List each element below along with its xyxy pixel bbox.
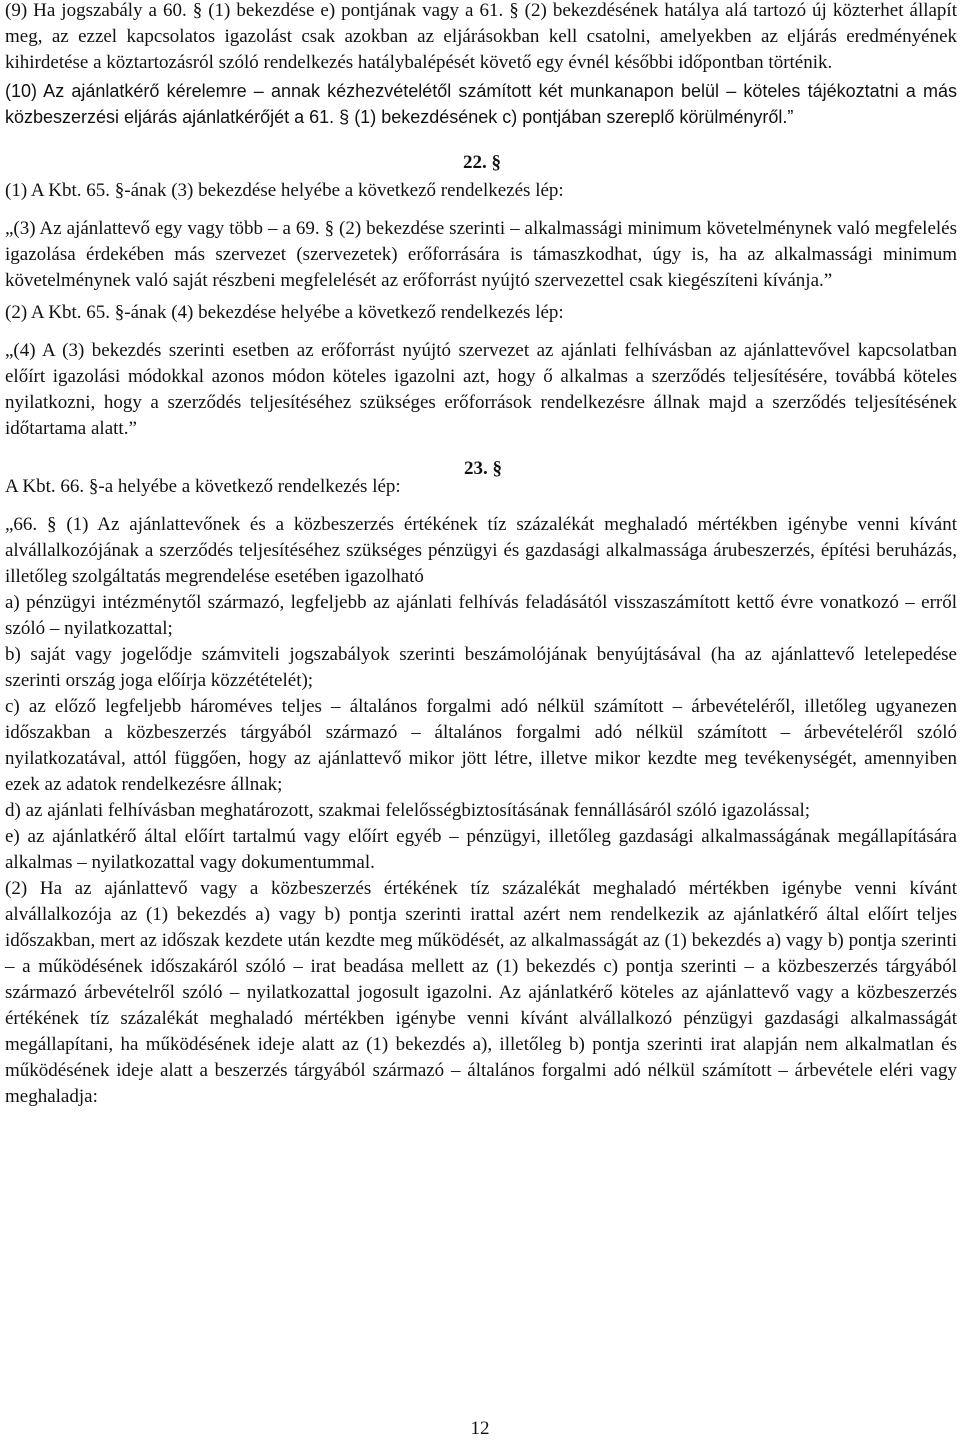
point-e: e) az ajánlatkérő által előírt tartalmú vagy előírt egyéb – pénzügyi, illetőleg gazdasági alkalmasságának megállapítására alkalmas – nyilatkozattal vagy dokumentummal. xyxy=(5,826,957,873)
document-page xyxy=(5,0,957,1110)
paragraph-9: (9) Ha jogszabály a 60. § (1) bekezdése e) pontjának vagy a 61. § (2) bekezdésének hatálya alá tartozó új közterhet állapít meg, az ezzel kapcsolatos igazolást csak azokban az eljárásokban kell csatolni, amelyekben az eljárás eredményének kihirdetése a köztartozásról szóló rendelkezés hatálybalépését követő egy évnél későbbi időpontban történik. xyxy=(5,0,957,73)
point-c: c) az előző legfeljebb hároméves teljes – általános forgalmi adó nélkül számított – árbevételéről, illetőleg ugyanezen időszakban a közbeszerzés tárgyából származó – általános forgalmi adó nélkül számított – árbevételéről szóló nyilatkozatával, attól függően, hogy az ajánlattevő mikor jött létre, illetve mikor kezdte meg tevékenységét, amennyiben ezek az adatok rendelkezésre állnak; xyxy=(5,696,957,795)
quote-66-2: (2) Ha az ajánlattevő vagy a közbeszerzés értékének tíz százalékát meghaladó mértékben igénybe venni kívánt alvállalkozója az (1) bekezdés a) vagy b) pontja szerinti irattal azért nem rendelkezik az ajánlatkérő által előírt teljes időszakban, mert az időszak kezdete után kezdte meg működését, az alkalmasságát az (1) bekezdés a) vagy b) pontja szerinti – a működésének időszakáról szóló – irat beadása mellett az (1) bekezdés c) pontja szerinti – a közbeszerzés tárgyából származó árbevételről szóló – nyilatkozattal jogosult igazolni. Az ajánlatkérő köteles az ajánlattevő vagy a közbeszerzés értékének tíz százalékát meghaladó mértékben igénybe venni kívánt alvállalkozó pénzügyi gazdasági alkalmasságát megállapítani, ha működésének ideje alatt az (1) bekezdés a), illetőleg b) pontja szerinti irat alapján nem alkalmatlan és működésének ideje alatt a beszerzés tárgyából származó – általános forgalmi adó nélkül számított – árbevétele eléri vagy meghaladja: xyxy=(5,878,957,1107)
quote-65-3: „(3) Az ajánlattevő egy vagy több – a 69. § (2) bekezdése szerinti – alkalmassági minimum követelménynek való megfelelés igazolása érdekében más szervezet (szervezetek) erőforrására is támaszkodhat, úgy is, ha az alkalmassági minimum követelménynek való saját részbeni megfelelését az erőforrást nyújtó szervezettel csak kiegészíteni kívánja.” xyxy=(5,218,957,291)
point-d: d) az ajánlati felhívásban meghatározott, szakmai felelősségbiztosításának fennállásáról szóló igazolással; xyxy=(5,800,811,821)
paragraph-10: (10) Az ajánlatkérő kérelemre – annak kézhezvételétől számított két munkanapon belül – köteles tájékoztatni a más közbeszerzési eljárás ajánlatkérőjét a 61. § (1) bekezdésének c) pontjában szereplő körülményről.” xyxy=(5,81,957,127)
paragraph-22-1: (1) A Kbt. 65. §-ának (3) bekezdése helyébe a következő rendelkezés lép: xyxy=(5,180,564,201)
paragraph-22-2: (2) A Kbt. 65. §-ának (4) bekezdése helyébe a következő rendelkezés lép: xyxy=(5,302,564,323)
section-heading-22: 22. § xyxy=(463,152,501,173)
section-heading-23: 23. § xyxy=(464,458,502,479)
point-b: b) saját vagy jogelődje számviteli jogszabályok szerinti beszámolójának benyújtásával (ha az ajánlattevő letelepedése szerinti ország joga előírja közzétételét); xyxy=(5,644,957,691)
quote-66-1: „66. § (1) Az ajánlattevőnek és a közbeszerzés értékének tíz százalékát meghaladó mértékben igénybe venni kívánt alvállalkozójának a szerződés teljesítéséhez szükséges pénzügyi és gazdasági alkalmassága árubeszerzés, építési beruházás, illetőleg szolgáltatás megrendelése esetében igazolható xyxy=(5,514,957,587)
page-number: 12 xyxy=(470,1418,490,1439)
quote-65-4: „(4) A (3) bekezdés szerinti esetben az erőforrást nyújtó szervezet az ajánlati felhívásban az ajánlattevővel kapcsolatban előírt igazolási módokkal azonos módon köteles igazolni azt, hogy ő alkalmas a szerződés teljesítésére, továbbá köteles nyilatkozni, hogy a szerződés teljesítéséhez szükséges erőforrások rendelkezésre állnak majd a szerződés teljesítésének időtartama alatt.” xyxy=(5,340,957,439)
paragraph-23: A Kbt. 66. §-a helyébe a következő rendelkezés lép: xyxy=(5,476,401,497)
point-a: a) pénzügyi intézménytől származó, legfeljebb az ajánlati felhívás feladásától visszaszámított kettő évre vonatkozó – erről szóló – nyilatkozattal; xyxy=(5,592,957,639)
